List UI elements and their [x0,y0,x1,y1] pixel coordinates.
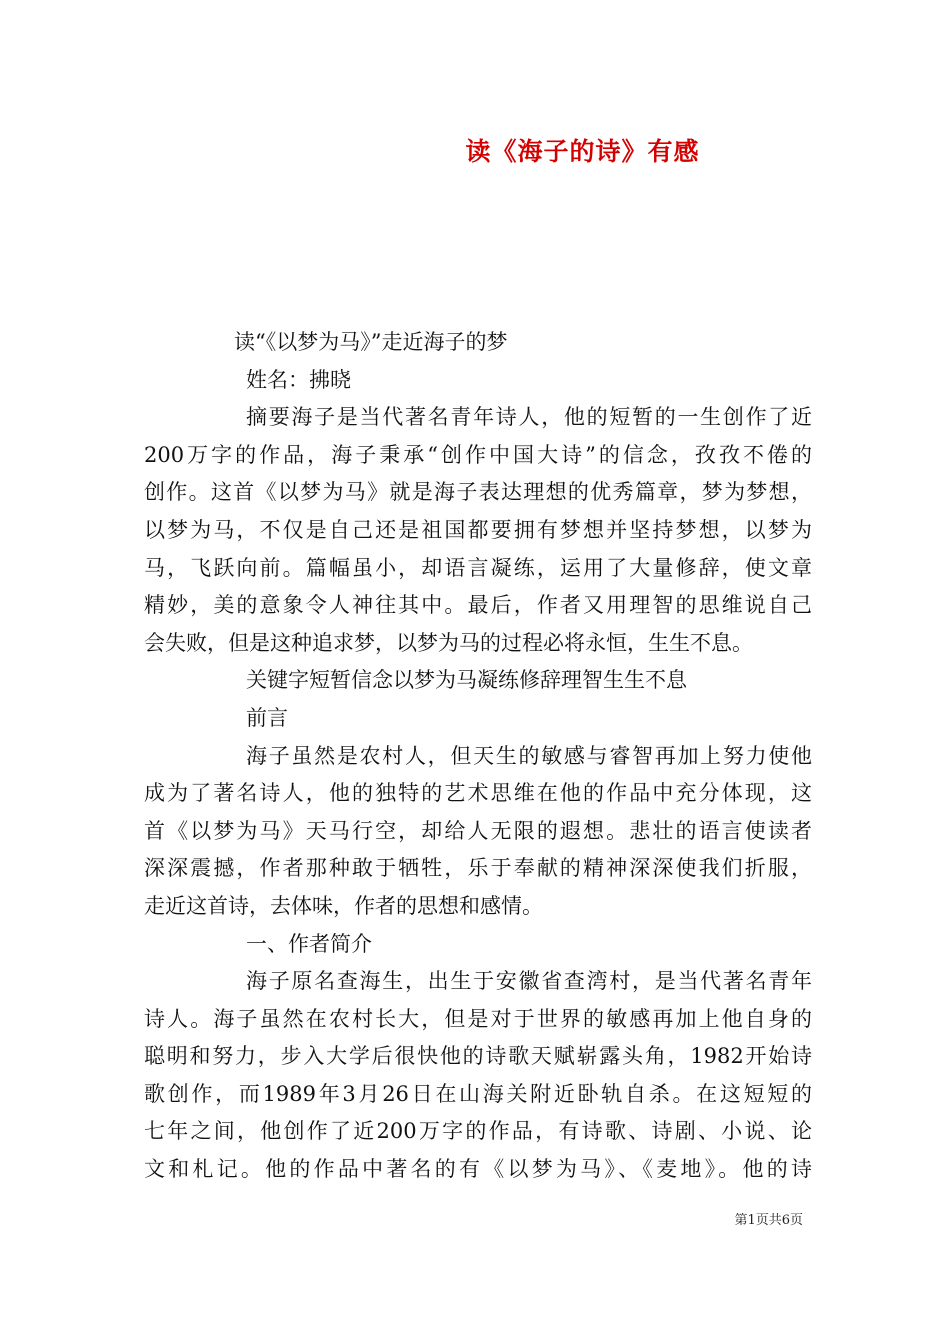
abstract-line: 摘要海子是当代著名青年诗人，他的短暂的一生创作了近 [246,405,812,430]
section-line: 海子原名查海生，出生于安徽省查湾村，是当代著名青年 [246,969,812,994]
section-line: 文和札记。他的作品中著名的有《以梦为马》、《麦地》。他的诗 [144,1157,812,1182]
section-heading: 一、作者简介 [246,931,372,956]
abstract-line: 创作。这首《以梦为马》就是海子表达理想的优秀篇章，梦为梦想， [144,480,812,505]
abstract-line: 马，飞跃向前。篇幅虽小，却语言凝练，运用了大量修辞，使文章 [144,555,812,580]
section-line: 歌创作，而1989年3月26日在山海关附近卧轨自杀。在这短短的 [144,1081,812,1106]
preface-line: 海子虽然是农村人，但天生的敏感与睿智再加上努力使他 [246,743,812,768]
abstract-line: 以梦为马，不仅是自己还是祖国都要拥有梦想并坚持梦想，以梦为 [144,517,812,542]
keywords-line: 关键字短暂信念以梦为马凝练修辞理智生生不息 [246,668,687,693]
abstract-line: 200万字的作品，海子秉承“创作中国大诗”的信念，孜孜不倦的 [144,442,812,467]
abstract-line: 会失败，但是这种追求梦，以梦为马的过程必将永恒，生生不息。 [144,630,753,655]
preface-line: 首《以梦为马》天马行空，却给人无限的遐想。悲壮的语言使读者 [144,818,812,843]
section-line: 七年之间，他创作了近200万字的作品，有诗歌、诗剧、小说、论 [144,1119,812,1144]
subtitle: 读“《以梦为马》”走近海子的梦 [234,330,508,354]
abstract-line: 精妙，美的意象令人神往其中。最后，作者又用理智的思维说自己 [144,593,812,618]
page-title: 读《海子的诗》有感 [465,137,700,166]
author-line: 姓名：拂晓 [246,367,351,392]
document-body [144,324,812,1189]
preface-line: 成为了著名诗人，他的独特的艺术思维在他的作品中充分体现，这 [144,781,812,806]
preface-line: 深深震撼，作者那种敢于牺牲，乐于奉献的精神深深使我们折服， [144,856,812,881]
section-line: 聪明和努力，步入大学后很快他的诗歌天赋崭露头角，1982开始诗 [144,1044,812,1069]
page-footer: 第1页共6页 [734,1213,803,1228]
preface-heading: 前言 [246,705,288,730]
section-line: 诗人。海子虽然在农村长大，但是对于世界的敏感再加上他自身的 [144,1006,812,1031]
preface-line: 走近这首诗，去体味，作者的思想和感情。 [144,893,543,918]
